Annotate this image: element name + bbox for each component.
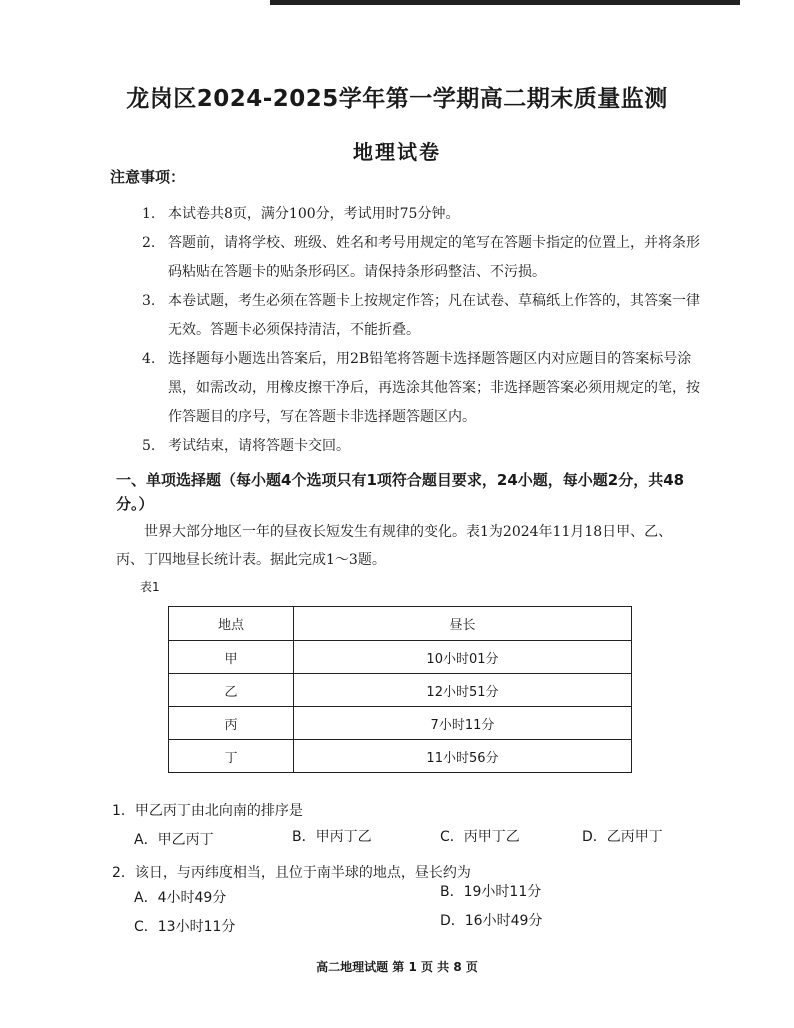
table-cell: 丙 [169,707,294,740]
table-cell: 11小时56分 [293,740,631,773]
notice-item [142,200,702,229]
table-row [169,707,632,740]
page-footer: 高二地理试题 第 1 页 共 8 页 [316,960,478,974]
question-1-stem: 1．甲乙丙丁由北向南的排序是 [112,803,303,819]
notice-heading: 注意事项： [110,168,186,186]
table-caption: 表1 [140,580,160,594]
table-cell: 丁 [169,740,294,773]
notice-item [142,345,702,432]
table-header-cell: 昼长 [293,607,631,641]
table-row [169,674,632,707]
notice-item-text: 答题前，请将学校、班级、姓名和考号用规定的笔写在答题卡指定的位置上，并将条形码粘贴在答题卡的贴条形码区。请保持条形码整洁、不污损。 [168,235,700,280]
notice-item-number: 5. [142,438,156,454]
notice-item-text: 考试结束，请将答题卡交回。 [168,438,350,454]
notice-item [142,287,702,345]
question-1-option-d: D．乙丙甲丁 [582,829,663,845]
notice-item-text: 本卷试题，考生必须在答题卡上按规定作答；凡在试卷、草稿纸上作答的，其答案一律无效。答题卡必须保持清洁，不能折叠。 [168,293,700,338]
table-cell: 10小时01分 [293,641,631,674]
scan-edge-bar [270,0,740,5]
table-row [169,641,632,674]
table-cell: 12小时51分 [293,674,631,707]
question-2-option-d: D．16小时49分 [440,913,543,929]
notice-item-number: 4. [142,351,156,367]
notice-item-text: 本试卷共8页，满分100分，考试用时75分钟。 [168,206,460,222]
day-length-table [168,606,632,773]
notice-item [142,432,702,461]
table-cell: 乙 [169,674,294,707]
notice-item-number: 3. [142,293,156,309]
table-header-row [169,607,632,641]
section-heading: 一、单项选择题（每小题4个选项只有1项符合题目要求，24小题，每小题2分，共48分。） [116,471,685,513]
question-1-option-b: B．甲丙丁乙 [292,829,372,845]
table-header-cell: 地点 [169,607,294,641]
notice-item-text: 选择题每小题选出答案后，用2B铅笔将答题卡选择题答题区内对应题目的答案标号涂黑，如需改动，用橡皮擦干净后，再选涂其他答案；非选择题答案必须用规定的笔，按作答题目的序号，写在答题卡非选择题答题区内。 [168,351,700,425]
question-2-option-c: C．13小时11分 [134,919,236,935]
question-2-option-b: B．19小时11分 [440,884,542,900]
exam-title: 龙岗区2024-2025学年第一学期高二期末质量监测 [126,86,668,112]
question-1-option-c: C．丙甲丁乙 [440,829,520,845]
question-2-option-a: A．4小时49分 [134,890,227,906]
notice-item [142,229,702,287]
notice-item-number: 2. [142,235,156,251]
table-cell: 甲 [169,641,294,674]
exam-subtitle: 地理试卷 [353,140,441,164]
question-2-stem: 2．该日，与丙纬度相当，且位于南半球的地点，昼长约为 [112,865,471,881]
notice-list [142,200,702,461]
notice-item-number: 1. [142,206,156,222]
table-row [169,740,632,773]
section-intro: 世界大部分地区一年的昼夜长短发生有规律的变化。表1为2024年11月18日甲、乙、丙、丁四地昼长统计表。据此完成1～3题。 [116,524,673,568]
question-1-option-a: A．甲乙丙丁 [134,832,214,848]
table-cell: 7小时11分 [293,707,631,740]
